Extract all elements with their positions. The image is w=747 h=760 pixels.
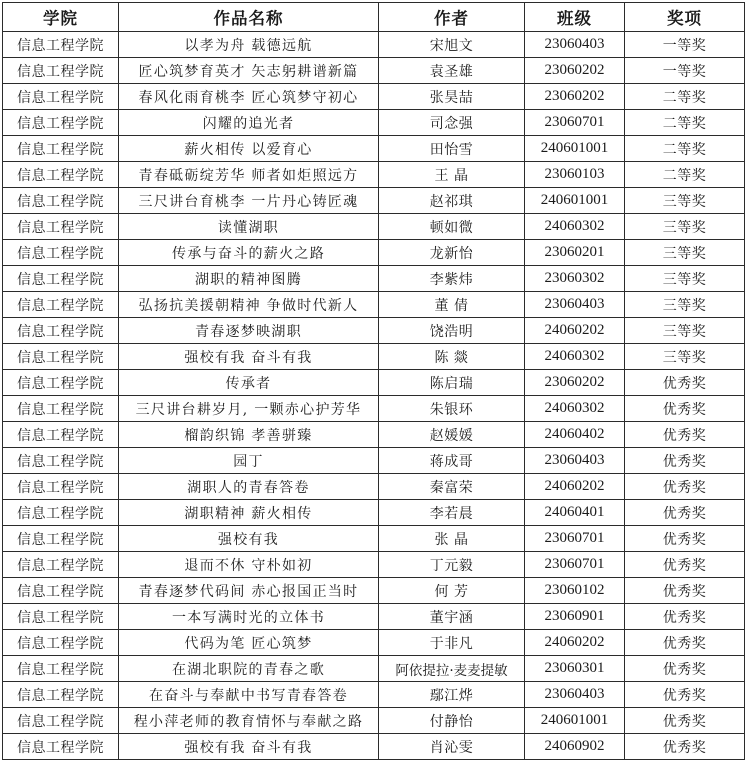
cell-title: 青春逐梦映湖职 <box>119 318 379 344</box>
cell-award: 二等奖 <box>625 110 745 136</box>
cell-award: 优秀奖 <box>625 734 745 760</box>
cell-class: 23060701 <box>525 110 625 136</box>
cell-author: 司念强 <box>379 110 525 136</box>
cell-award: 优秀奖 <box>625 708 745 734</box>
cell-college: 信息工程学院 <box>3 188 119 214</box>
cell-title: 强校有我 奋斗有我 <box>119 734 379 760</box>
cell-title: 传承者 <box>119 370 379 396</box>
cell-award: 三等奖 <box>625 240 745 266</box>
cell-college: 信息工程学院 <box>3 552 119 578</box>
header-award: 奖项 <box>625 3 745 32</box>
cell-class: 24060302 <box>525 344 625 370</box>
cell-college: 信息工程学院 <box>3 110 119 136</box>
cell-author: 于非凡 <box>379 630 525 656</box>
cell-title: 湖职的精神图腾 <box>119 266 379 292</box>
cell-college: 信息工程学院 <box>3 344 119 370</box>
cell-title: 三尺讲台育桃李 一片丹心铸匠魂 <box>119 188 379 214</box>
cell-title: 榴韵织锦 孝善骈臻 <box>119 422 379 448</box>
cell-college: 信息工程学院 <box>3 292 119 318</box>
cell-title: 薪火相传 以爱育心 <box>119 136 379 162</box>
header-class: 班级 <box>525 3 625 32</box>
cell-award: 优秀奖 <box>625 552 745 578</box>
cell-college: 信息工程学院 <box>3 630 119 656</box>
table-body <box>3 32 745 760</box>
cell-class: 24060302 <box>525 396 625 422</box>
cell-college: 信息工程学院 <box>3 500 119 526</box>
cell-college: 信息工程学院 <box>3 84 119 110</box>
cell-author: 陈 燚 <box>379 344 525 370</box>
cell-title: 读懂湖职 <box>119 214 379 240</box>
cell-author: 鄢江烨 <box>379 682 525 708</box>
cell-award: 二等奖 <box>625 136 745 162</box>
cell-class: 23060103 <box>525 162 625 188</box>
cell-college: 信息工程学院 <box>3 32 119 58</box>
cell-class: 240601001 <box>525 708 625 734</box>
cell-college: 信息工程学院 <box>3 526 119 552</box>
cell-award: 三等奖 <box>625 318 745 344</box>
cell-college: 信息工程学院 <box>3 58 119 84</box>
cell-award: 优秀奖 <box>625 500 745 526</box>
cell-title: 三尺讲台耕岁月, 一颗赤心护芳华 <box>119 396 379 422</box>
table-row <box>3 474 745 500</box>
cell-college: 信息工程学院 <box>3 682 119 708</box>
cell-title: 弘扬抗美援朝精神 争做时代新人 <box>119 292 379 318</box>
cell-class: 24060202 <box>525 474 625 500</box>
cell-award: 二等奖 <box>625 162 745 188</box>
cell-class: 23060403 <box>525 682 625 708</box>
cell-author: 丁元毅 <box>379 552 525 578</box>
cell-award: 一等奖 <box>625 58 745 84</box>
table-row <box>3 32 745 58</box>
header-author: 作者 <box>379 3 525 32</box>
table-row <box>3 136 745 162</box>
table-row <box>3 370 745 396</box>
cell-award: 优秀奖 <box>625 396 745 422</box>
cell-title: 青春逐梦代码间 赤心报国正当时 <box>119 578 379 604</box>
award-table <box>2 2 745 760</box>
cell-author: 朱银环 <box>379 396 525 422</box>
cell-award: 优秀奖 <box>625 604 745 630</box>
cell-college: 信息工程学院 <box>3 162 119 188</box>
table-row <box>3 682 745 708</box>
cell-author: 张 晶 <box>379 526 525 552</box>
cell-class: 23060701 <box>525 526 625 552</box>
table-row <box>3 630 745 656</box>
cell-college: 信息工程学院 <box>3 656 119 682</box>
table-row <box>3 240 745 266</box>
cell-author: 宋旭文 <box>379 32 525 58</box>
cell-title: 代码为笔 匠心筑梦 <box>119 630 379 656</box>
table-row <box>3 734 745 760</box>
table-row <box>3 448 745 474</box>
table-row <box>3 656 745 682</box>
table-row <box>3 266 745 292</box>
cell-class: 23060901 <box>525 604 625 630</box>
cell-college: 信息工程学院 <box>3 370 119 396</box>
cell-class: 24060402 <box>525 422 625 448</box>
cell-class: 23060403 <box>525 32 625 58</box>
cell-author: 顿如微 <box>379 214 525 240</box>
cell-title: 匠心筑梦育英才 矢志躬耕谱新篇 <box>119 58 379 84</box>
cell-class: 23060301 <box>525 656 625 682</box>
cell-author: 李紫炜 <box>379 266 525 292</box>
cell-award: 优秀奖 <box>625 448 745 474</box>
cell-title: 以孝为舟 载德远航 <box>119 32 379 58</box>
header-row <box>3 3 745 32</box>
table-row <box>3 214 745 240</box>
cell-title: 湖职人的青春答卷 <box>119 474 379 500</box>
cell-author: 袁圣雄 <box>379 58 525 84</box>
cell-award: 优秀奖 <box>625 578 745 604</box>
cell-class: 23060202 <box>525 84 625 110</box>
cell-class: 23060302 <box>525 266 625 292</box>
cell-class: 23060403 <box>525 448 625 474</box>
cell-college: 信息工程学院 <box>3 474 119 500</box>
table-row <box>3 500 745 526</box>
cell-author: 赵祁琪 <box>379 188 525 214</box>
cell-class: 24060202 <box>525 630 625 656</box>
cell-author: 何 芳 <box>379 578 525 604</box>
cell-award: 优秀奖 <box>625 682 745 708</box>
table-row <box>3 110 745 136</box>
table-row <box>3 188 745 214</box>
table-row <box>3 84 745 110</box>
cell-award: 三等奖 <box>625 266 745 292</box>
cell-title: 一本写满时光的立体书 <box>119 604 379 630</box>
cell-college: 信息工程学院 <box>3 422 119 448</box>
table-row <box>3 422 745 448</box>
table-row <box>3 344 745 370</box>
cell-college: 信息工程学院 <box>3 578 119 604</box>
table-row <box>3 708 745 734</box>
cell-award: 三等奖 <box>625 292 745 318</box>
cell-author: 蒋成哥 <box>379 448 525 474</box>
cell-college: 信息工程学院 <box>3 396 119 422</box>
cell-author: 陈启瑞 <box>379 370 525 396</box>
cell-title: 退而不休 守朴如初 <box>119 552 379 578</box>
cell-title: 强校有我 <box>119 526 379 552</box>
table-row <box>3 292 745 318</box>
cell-class: 240601001 <box>525 188 625 214</box>
cell-award: 优秀奖 <box>625 656 745 682</box>
cell-author: 肖沁雯 <box>379 734 525 760</box>
cell-class: 23060701 <box>525 552 625 578</box>
cell-class: 240601001 <box>525 136 625 162</box>
cell-class: 24060902 <box>525 734 625 760</box>
cell-class: 23060102 <box>525 578 625 604</box>
cell-author: 董宇涵 <box>379 604 525 630</box>
cell-award: 二等奖 <box>625 84 745 110</box>
cell-class: 23060202 <box>525 370 625 396</box>
cell-college: 信息工程学院 <box>3 734 119 760</box>
cell-author: 付静怡 <box>379 708 525 734</box>
cell-title: 传承与奋斗的薪火之路 <box>119 240 379 266</box>
cell-title: 程小萍老师的教育情怀与奉献之路 <box>119 708 379 734</box>
cell-class: 24060202 <box>525 318 625 344</box>
cell-title: 春风化雨育桃李 匠心筑梦守初心 <box>119 84 379 110</box>
cell-title: 青春砥砺绽芳华 师者如炬照远方 <box>119 162 379 188</box>
cell-author: 王 晶 <box>379 162 525 188</box>
cell-award: 三等奖 <box>625 214 745 240</box>
header-title: 作品名称 <box>119 3 379 32</box>
cell-college: 信息工程学院 <box>3 240 119 266</box>
table-row <box>3 552 745 578</box>
cell-class: 24060302 <box>525 214 625 240</box>
cell-award: 优秀奖 <box>625 474 745 500</box>
cell-award: 三等奖 <box>625 188 745 214</box>
cell-author: 田怡雪 <box>379 136 525 162</box>
table-row <box>3 58 745 84</box>
cell-college: 信息工程学院 <box>3 214 119 240</box>
cell-award: 优秀奖 <box>625 422 745 448</box>
cell-college: 信息工程学院 <box>3 708 119 734</box>
table-row <box>3 604 745 630</box>
table-row <box>3 578 745 604</box>
cell-college: 信息工程学院 <box>3 266 119 292</box>
cell-title: 湖职精神 薪火相传 <box>119 500 379 526</box>
cell-class: 23060202 <box>525 58 625 84</box>
cell-award: 优秀奖 <box>625 630 745 656</box>
cell-author: 龙新怡 <box>379 240 525 266</box>
cell-award: 优秀奖 <box>625 370 745 396</box>
table-header <box>3 3 745 32</box>
cell-author: 秦富荣 <box>379 474 525 500</box>
cell-class: 24060401 <box>525 500 625 526</box>
cell-class: 23060201 <box>525 240 625 266</box>
cell-title: 在奋斗与奉献中书写青春答卷 <box>119 682 379 708</box>
cell-author: 阿依提拉·麦麦提敏 <box>379 656 525 682</box>
header-college: 学院 <box>3 3 119 32</box>
table-row <box>3 318 745 344</box>
cell-college: 信息工程学院 <box>3 318 119 344</box>
cell-author: 饶浩明 <box>379 318 525 344</box>
cell-title: 强校有我 奋斗有我 <box>119 344 379 370</box>
cell-author: 董 倩 <box>379 292 525 318</box>
cell-college: 信息工程学院 <box>3 136 119 162</box>
cell-class: 23060403 <box>525 292 625 318</box>
cell-award: 一等奖 <box>625 32 745 58</box>
table-row <box>3 526 745 552</box>
cell-author: 李若晨 <box>379 500 525 526</box>
cell-title: 园丁 <box>119 448 379 474</box>
cell-title: 在湖北职院的青春之歌 <box>119 656 379 682</box>
table-row <box>3 396 745 422</box>
cell-award: 三等奖 <box>625 344 745 370</box>
cell-college: 信息工程学院 <box>3 604 119 630</box>
cell-award: 优秀奖 <box>625 526 745 552</box>
cell-author: 赵媛媛 <box>379 422 525 448</box>
cell-college: 信息工程学院 <box>3 448 119 474</box>
cell-title: 闪耀的追光者 <box>119 110 379 136</box>
cell-author: 张昊喆 <box>379 84 525 110</box>
award-list-sheet <box>2 2 745 760</box>
table-row <box>3 162 745 188</box>
